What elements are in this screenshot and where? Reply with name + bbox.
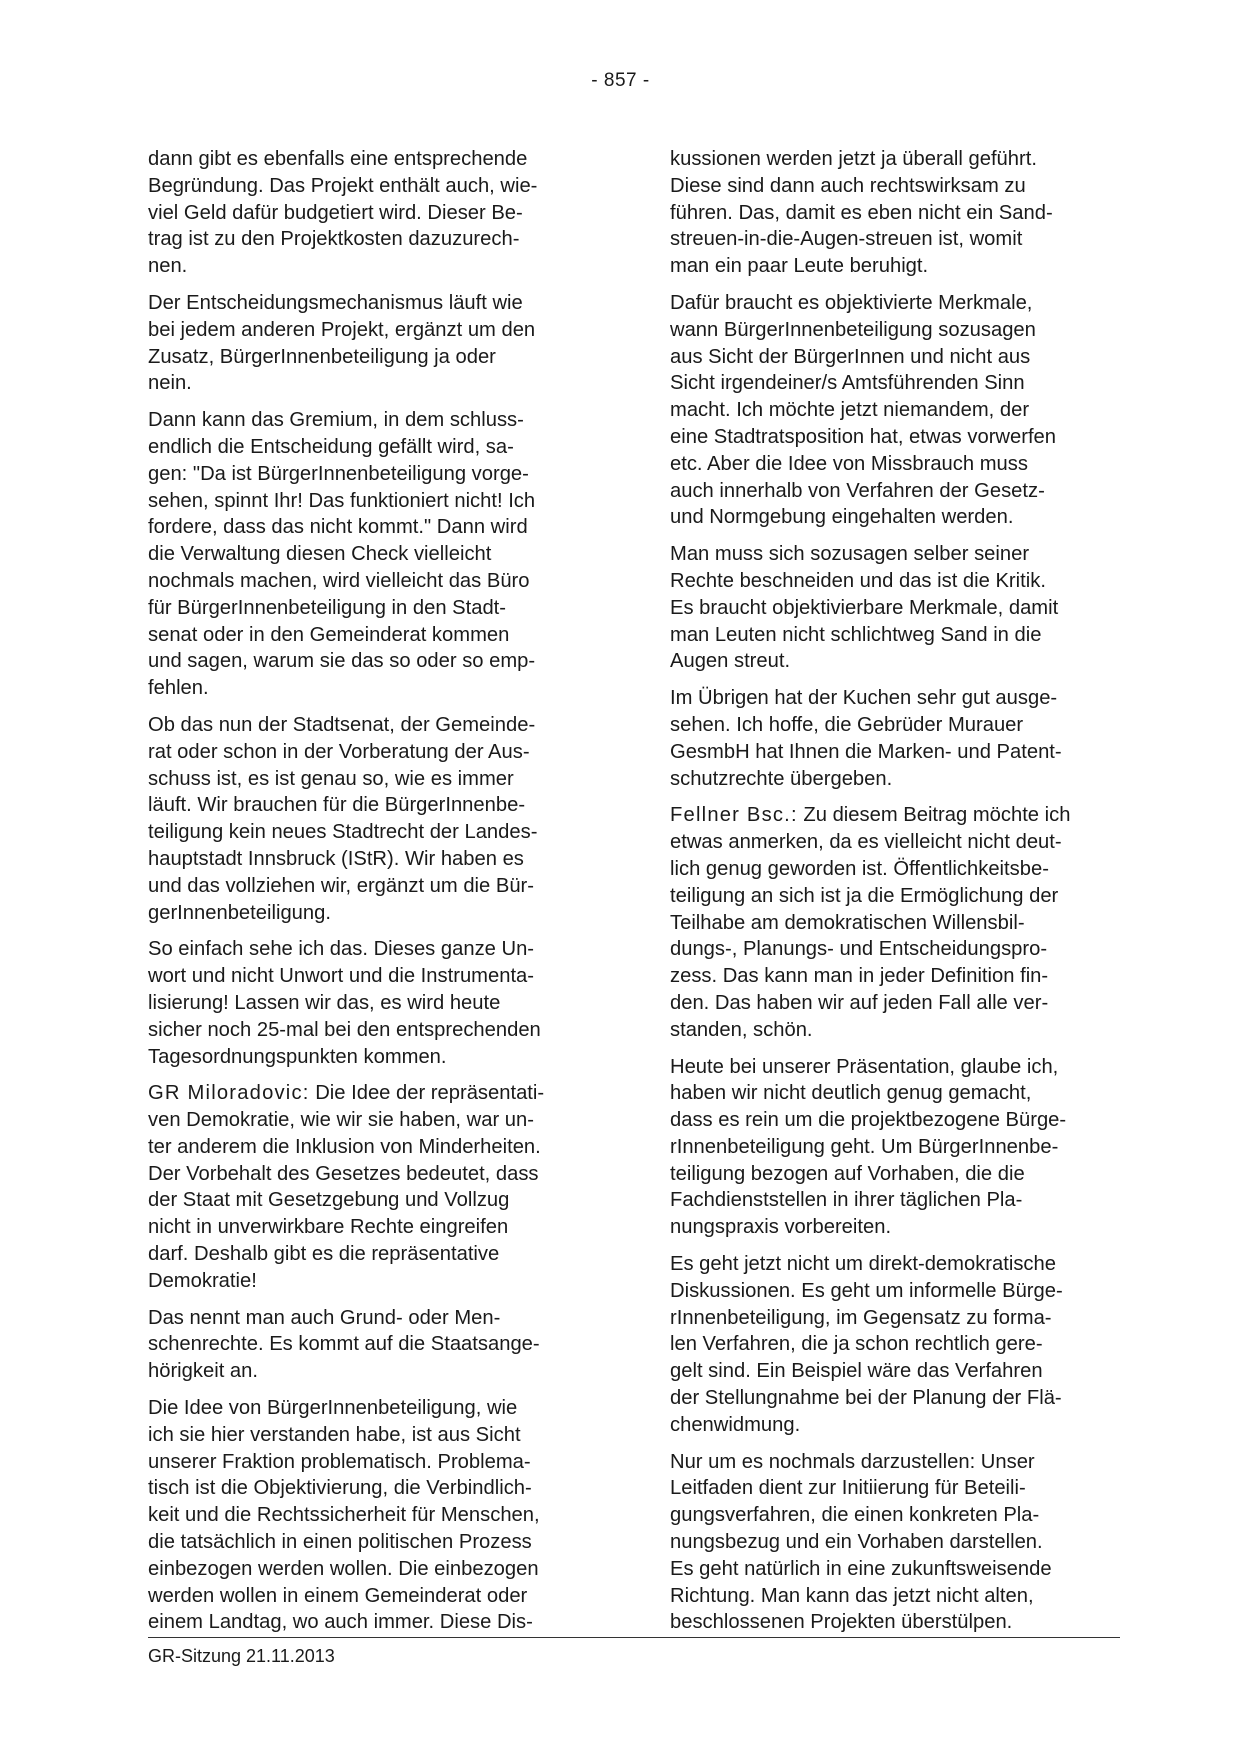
footer-session-label: GR-Sitzung 21.11.2013 [148, 1646, 335, 1666]
speaker-name: GR Miloradovic: [148, 1082, 310, 1105]
paragraph: dann gibt es ebenfalls eine entsprechende Begründung. Das Projekt enthält auch, wie- viel Geld dafür budgetiert wird. Dieser Be- trag ist zu den Projektkosten dazuzurech- nen. [148, 148, 538, 278]
paragraph: So einfach sehe ich das. Dieses ganze Un- wort und nicht Unwort und die Instrumenta- lisierung! Lassen wir das, es wird heute sicher noch 25-mal bei den entsprechenden Tagesordnungspunkten kommen. [148, 938, 541, 1068]
speaker-paragraph [670, 802, 1118, 1043]
paragraph: Man muss sich sozusagen selber seiner Rechte beschneiden und das ist die Kritik. Es braucht objektivierbare Merkmale, damit man Leuten nicht schlichtweg Sand in die Augen streut. [670, 543, 1059, 673]
paragraph: Im Übrigen hat der Kuchen sehr gut ausge- sehen. Ich hoffe, die Gebrüder Murauer GesmbH hat Ihnen die Marken- und Patent- schutzrechte übergeben. [670, 687, 1062, 790]
paragraph: Es geht jetzt nicht um direkt-demokratische Diskussionen. Es geht um informelle Bürge- rInnenbeteiligung, im Gegensatz zu forma- len Verfahren, die ja schon rechtlich gere- gelt sind. Ein Beispiel wäre das Verfahren der Stellungnahme bei der Planung der Flä- chenwidmung. [670, 1253, 1063, 1436]
paragraph: Dafür braucht es objektivierte Merkmale, wann BürgerInnenbeteiligung sozusagen aus Sicht der BürgerInnen und nicht aus Sicht irgendeiner/s Amtsführenden Sinn macht. Ich möchte jetzt niemandem, der eine Stadtratsposition hat, etwas vorwerfen etc. Aber die Idee von Missbrauch muss auch innerhalb von Verfahren der Gesetz- und Normgebung eingehalten werden. [670, 291, 1057, 529]
left-column [148, 146, 596, 1646]
speaker-paragraph [148, 1080, 596, 1294]
paragraph: Die Idee von BürgerInnenbeteiligung, wie ich sie hier verstanden habe, ist aus Sicht unserer Fraktion problematisch. Problema- tisch ist die Objektivierung, die Verbindlich- keit und die Rechtssicherheit für Menschen, die tatsächlich in einen politischen Prozess einbezogen werden wollen. Die einbezogen werden wollen in einem Gemeinderat oder einem Landtag, wo auch immer. Diese Dis- [148, 1397, 540, 1634]
speaker-text: Die Idee der repräsentati- ven Demokratie, wie wir sie haben, war un- ter anderem die Inklusion von Minderheiten. Der Vorbehalt des Gesetzes bedeutet, dass der Staat mit Gesetzgebung und Vollzug nicht in unverwirkbare Rechte eingreifen darf. Deshalb gibt es die repräsentative Demokratie! [148, 1082, 545, 1292]
paragraph: Nur um es nochmals darzustellen: Unser Leitfaden dient zur Initiierung für Beteili- gungsverfahren, die einen konkreten Pla- nungsbezug und ein Vorhaben darstellen. Es geht natürlich in eine zukunftsweisende Richtung. Man kann das jetzt nicht alten, beschlossenen Projekten überstülpen. [670, 1450, 1052, 1634]
speaker-name: Fellner Bsc.: [670, 804, 798, 827]
paragraph: Dann kann das Gremium, in dem schluss- endlich die Entscheidung gefällt wird, sa- gen: "Da ist BürgerInnenbeteiligung vorge- sehen, spinnt Ihr! Das funktioniert nicht! Ich fordere, dass das nicht kommt." Dann wird die Verwaltung diesen Check vielleicht nochmals machen, wird vielleicht das Büro für BürgerInnenbeteiligung in den Stadt- senat oder in den Gemeinderat kommen und sagen, warum sie das so oder so emp- fehlen. [148, 409, 536, 700]
paragraph: Ob das nun der Stadtsenat, der Gemeinde- rat oder schon in der Vorberatung der Aus- schuss ist, es ist genau so, wie es immer läuft. Wir brauchen für die BürgerInnenbe- teiligung kein neues Stadtrecht der Landes- hauptstadt Innsbruck (IStR). Wir haben es und das vollziehen wir, ergänzt um die Bür- gerInnenbeteiligung. [148, 713, 538, 924]
page-number: - 857 - [591, 70, 650, 91]
footer-divider [148, 1637, 1120, 1638]
paragraph: Das nennt man auch Grund- oder Men- schenrechte. Es kommt auf die Staatsange- hörigkeit an. [148, 1306, 540, 1383]
speaker-text: Zu diesem Beitrag möchte ich etwas anmerken, da es vielleicht nicht deut- lich genug geworden ist. Öffentlichkeitsbe- teiligung an sich ist ja die Ermöglichung der Teilhabe am demokratischen Willensbil- dungs-, Planungs- und Entscheidungspro- zess. Das kann man in jeder Definition fin- den. Das haben wir auf jeden Fall alle ver- standen, schön. [670, 804, 1071, 1041]
paragraph: Heute bei unserer Präsentation, glaube ich, haben wir nicht deutlich genug gemacht, dass es rein um die projektbezogene Bürge- rInnenbeteiligung geht. Um BürgerInnenbe- teiligung bezogen auf Vorhaben, die die Fachdienststellen in ihrer täglichen Pla- nungspraxis vorbereiten. [670, 1055, 1067, 1239]
paragraph: kussionen werden jetzt ja überall geführt. Diese sind dann auch rechtswirksam zu führen. Das, damit es eben nicht ein Sand- streuen-in-die-Augen-streuen ist, womit man ein paar Leute beruhigt. [670, 148, 1053, 278]
right-column [670, 146, 1118, 1646]
paragraph: Der Entscheidungsmechanismus läuft wie bei jedem anderen Projekt, ergänzt um den Zusatz, BürgerInnenbeteiligung ja oder nein. [148, 291, 536, 395]
